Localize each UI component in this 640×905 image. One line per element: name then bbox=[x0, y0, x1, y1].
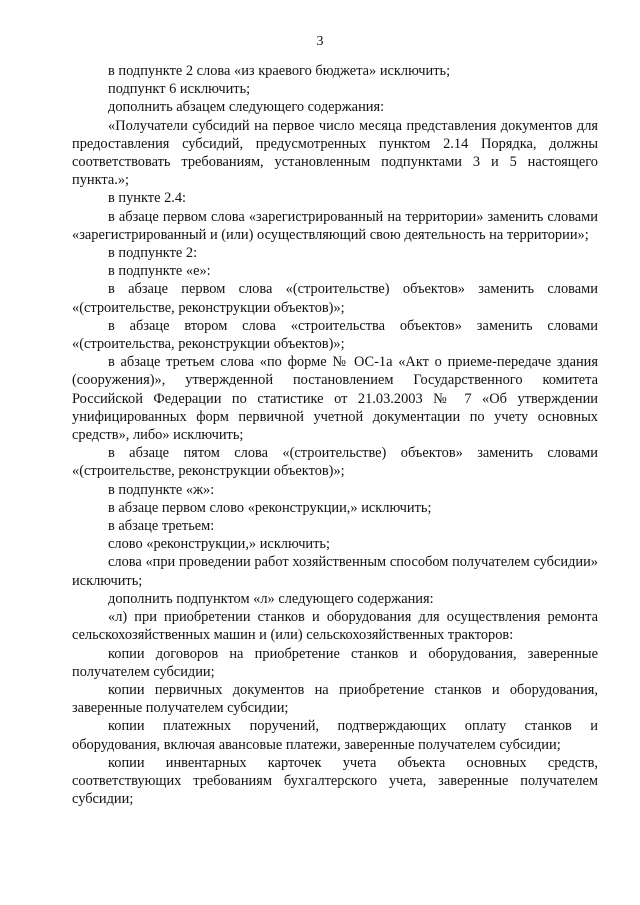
paragraph: в подпункте «е»: bbox=[108, 263, 211, 280]
paragraph: дополнить абзацем следующего содержания: bbox=[108, 99, 385, 116]
paragraph: копии платежных поручений, подтверждающих оплату станков и оборудования, включая авансовые платежи, заверенные получателем субсидии; bbox=[72, 718, 598, 753]
paragraph: в абзаце пятом слова «(строительстве) объектов» заменить словами «(строительстве, реконструкции объектов)»; bbox=[72, 445, 598, 480]
paragraph: в абзаце первом слова «(строительстве) объектов» заменить словами «(строительстве, реконструкции объектов)»; bbox=[72, 281, 598, 316]
paragraph: подпункт 6 исключить; bbox=[108, 81, 251, 98]
paragraph: «Получатели субсидий на первое число месяца представления документов для предоставления субсидий, предусмотренных пунктом 2.14 Порядка, должны соответствовать требованиям, установленным подпунктами 3 и 5 настоящего пункта.»; bbox=[72, 117, 598, 189]
paragraph: в абзаце втором слова «строительства объектов» заменить словами «(строительства, реконструкции объектов)»; bbox=[72, 317, 598, 353]
paragraph: в абзаце третьем: bbox=[108, 518, 215, 535]
paragraph: в абзаце третьем слова «по форме № ОС-1а «Акт о приеме-передаче здания (сооружения)», утвержденной постановлением Государственного комитета Российской Федерации по статистике от 21.03.2003 № 7 «Об утверждении унифицированных форм первичной учетной документации по учету основных средств», либо» исключить; bbox=[72, 354, 598, 444]
paragraph: копии первичных документов на приобретение станков и оборудования, заверенные получателем субсидии; bbox=[72, 681, 598, 717]
paragraph: копии инвентарных карточек учета объекта основных средств, соответствующих требованиям бухгалтерского учета, заверенные получателем субсидии; bbox=[72, 754, 598, 808]
paragraph: в абзаце первом слова «зарегистрированный на территории» заменить словами «зарегистрированный и (или) осуществляющий свою деятельность на территории»; bbox=[72, 208, 598, 243]
paragraph: копии договоров на приобретение станков и оборудования, заверенные получателем субсидии; bbox=[72, 645, 598, 680]
document-body bbox=[72, 62, 598, 808]
paragraph: «л) при приобретении станков и оборудования для осуществления ремонта сельскохозяйственных машин и (или) сельскохозяйственных тракторов: bbox=[72, 609, 598, 644]
page-number: 3 bbox=[316, 34, 324, 49]
paragraph: в подпункте «ж»: bbox=[108, 481, 215, 498]
paragraph: дополнить подпунктом «л» следующего содержания: bbox=[108, 590, 434, 607]
paragraph: слова «при проведении работ хозяйственным способом получателем субсидии» исключить; bbox=[72, 554, 598, 589]
paragraph: в пункте 2.4: bbox=[108, 190, 187, 207]
paragraph: в подпункте 2: bbox=[108, 245, 198, 262]
paragraph: в подпункте 2 слова «из краевого бюджета» исключить; bbox=[108, 63, 451, 79]
paragraph: в абзаце первом слово «реконструкции,» исключить; bbox=[108, 499, 432, 516]
paragraph: слово «реконструкции,» исключить; bbox=[108, 536, 330, 553]
